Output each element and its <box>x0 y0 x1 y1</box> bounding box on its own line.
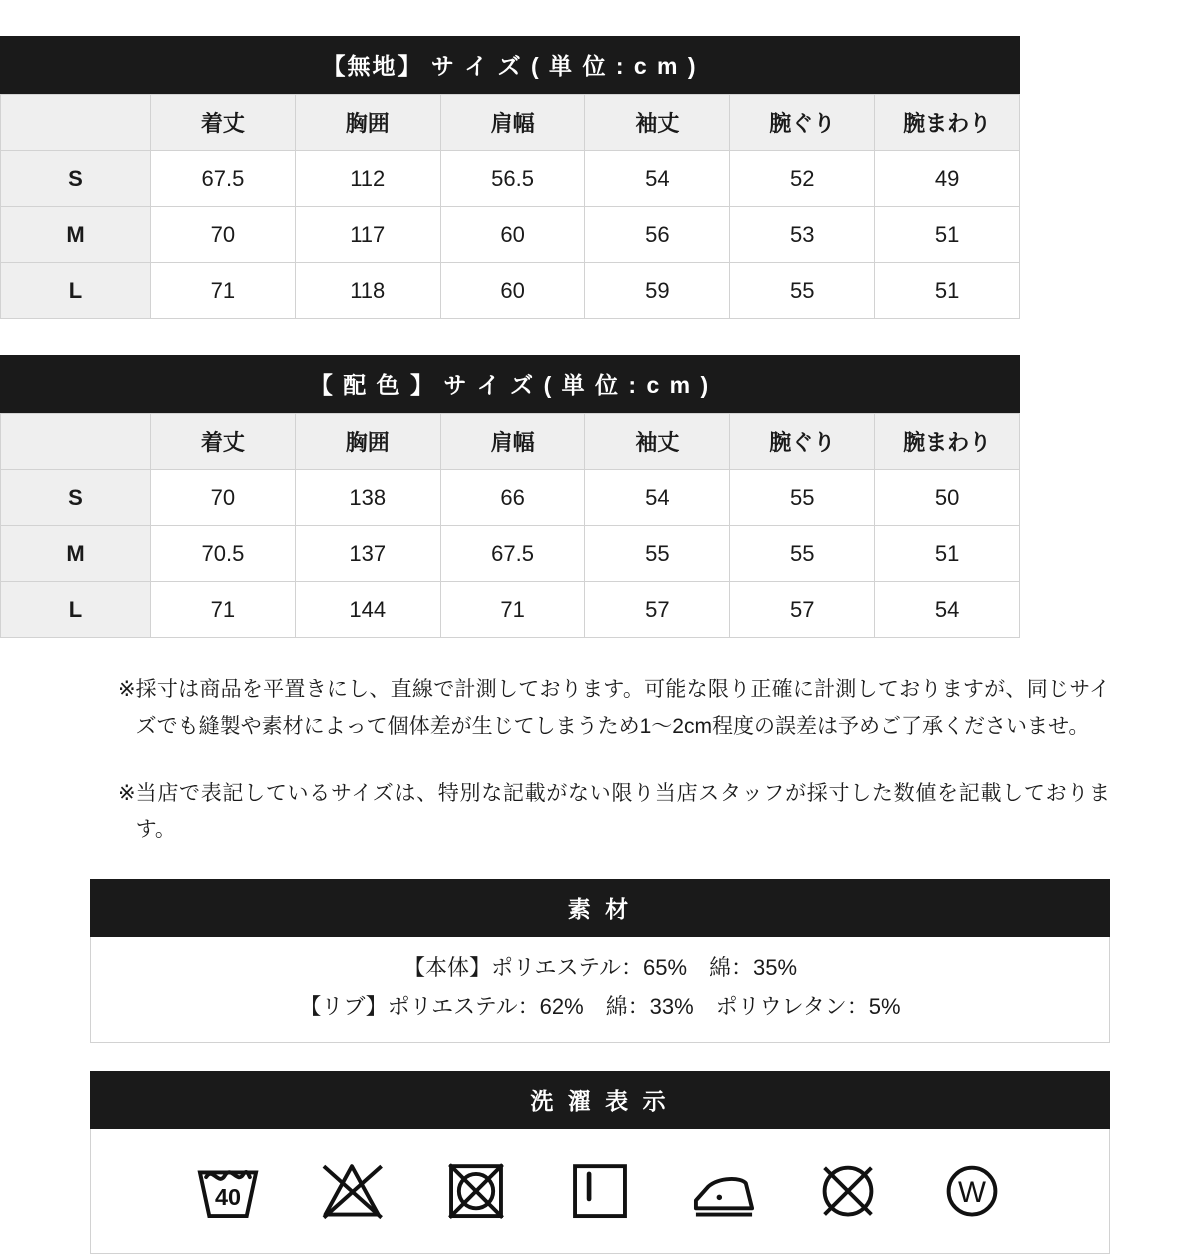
size-table-plain-title: 【無地】 サ イ ズ ( 単 位 : c m ) <box>0 36 1020 94</box>
wash-icon-row <box>90 1129 1110 1254</box>
table-row <box>1 151 1020 207</box>
cell-armhole: 57 <box>730 582 875 638</box>
size-table-colorblock-title: 【 配 色 】 サ イ ズ ( 単 位 : c m ) <box>0 355 1020 413</box>
header-cell-armhole: 腕ぐり <box>730 95 875 151</box>
note-item <box>90 776 1110 850</box>
cell-chest: 117 <box>295 207 440 263</box>
header-cell-chest: 胸囲 <box>295 414 440 470</box>
size-spec-page <box>0 36 1200 1236</box>
table-header-row <box>1 95 1020 151</box>
cell-sleeve: 54 <box>585 151 730 207</box>
header-cell-sleeve: 袖丈 <box>585 95 730 151</box>
cell-shoulder: 71 <box>440 582 585 638</box>
header-cell-length: 着丈 <box>151 95 296 151</box>
cell-shoulder: 67.5 <box>440 526 585 582</box>
cell-armwidth: 49 <box>875 151 1020 207</box>
measurement-notes <box>90 672 1110 849</box>
cell-armwidth: 54 <box>875 582 1020 638</box>
size-table-colorblock-body <box>1 470 1020 638</box>
wash-temperature-label: 40 <box>214 1184 242 1211</box>
note-item <box>90 672 1110 746</box>
cell-shoulder: 56.5 <box>440 151 585 207</box>
note-mark: ※ <box>118 678 136 701</box>
size-table-plain-body <box>1 151 1020 319</box>
cell-chest: 144 <box>295 582 440 638</box>
size-table-colorblock <box>0 355 1020 638</box>
note-text: 採寸は商品を平置きにし、直線で計測しております。可能な限り正確に計測しておりますが、同じサイズでも縫製や素材によって個体差が生じてしまうため1〜2cm程度の誤差は予めご了承くださいませ。 <box>135 678 1110 738</box>
cell-armwidth: 50 <box>875 470 1020 526</box>
cell-chest: 138 <box>295 470 440 526</box>
cell-armhole: 55 <box>730 526 875 582</box>
no-bleach-icon <box>310 1149 394 1227</box>
cell-sleeve: 56 <box>585 207 730 263</box>
table-row <box>1 582 1020 638</box>
row-size-label: M <box>1 207 151 263</box>
material-body <box>90 937 1110 1043</box>
cell-chest: 137 <box>295 526 440 582</box>
header-cell-shoulder: 肩幅 <box>440 95 585 151</box>
header-cell-corner <box>1 414 151 470</box>
cell-shoulder: 66 <box>440 470 585 526</box>
cell-length: 70 <box>151 470 296 526</box>
cell-length: 70 <box>151 207 296 263</box>
cell-armwidth: 51 <box>875 526 1020 582</box>
row-size-label: S <box>1 470 151 526</box>
cell-armwidth: 51 <box>875 263 1020 319</box>
cell-armhole: 55 <box>730 470 875 526</box>
cell-length: 71 <box>151 582 296 638</box>
material-line-rib: 【リブ】ポリエステル：62% 綿：33% ポリウレタン：5% <box>299 993 901 1019</box>
table-row <box>1 526 1020 582</box>
material-title: 素 材 <box>90 879 1110 937</box>
cell-length: 71 <box>151 263 296 319</box>
table-header-row <box>1 414 1020 470</box>
size-table-plain <box>0 36 1020 319</box>
note-mark: ※ <box>118 781 136 805</box>
wet-clean-w-icon <box>930 1149 1014 1227</box>
header-cell-length: 着丈 <box>151 414 296 470</box>
note-text: 当店で表記しているサイズは、特別な記載がない限り当店スタッフが採寸した数値を記載しております。 <box>135 781 1110 842</box>
row-size-label: L <box>1 582 151 638</box>
header-cell-armhole: 腕ぐり <box>730 414 875 470</box>
header-cell-chest: 胸囲 <box>295 95 440 151</box>
header-cell-armwidth: 腕まわり <box>875 95 1020 151</box>
row-size-label: M <box>1 526 151 582</box>
header-cell-corner <box>1 95 151 151</box>
cell-length: 67.5 <box>151 151 296 207</box>
wash-40-icon <box>186 1149 270 1227</box>
wet-clean-letter: W <box>958 1176 986 1210</box>
no-tumble-dry-icon <box>434 1149 518 1227</box>
table-row <box>1 207 1020 263</box>
cell-sleeve: 55 <box>585 526 730 582</box>
drip-dry-hang-icon <box>558 1149 642 1227</box>
cell-shoulder: 60 <box>440 263 585 319</box>
cell-shoulder: 60 <box>440 207 585 263</box>
iron-low-icon <box>682 1149 766 1227</box>
cell-chest: 118 <box>295 263 440 319</box>
cell-armhole: 52 <box>730 151 875 207</box>
material-block <box>90 879 1110 1043</box>
material-line-shell: 【本体】ポリエステル：65% 綿：35% <box>402 955 798 980</box>
row-size-label: S <box>1 151 151 207</box>
cell-length: 70.5 <box>151 526 296 582</box>
row-size-label: L <box>1 263 151 319</box>
table-row <box>1 470 1020 526</box>
header-cell-sleeve: 袖丈 <box>585 414 730 470</box>
cell-armwidth: 51 <box>875 207 1020 263</box>
wash-title: 洗 濯 表 示 <box>90 1071 1110 1129</box>
table-row <box>1 263 1020 319</box>
size-table-plain-head <box>1 95 1020 151</box>
no-dry-clean-icon <box>806 1149 890 1227</box>
wash-block <box>90 1071 1110 1254</box>
size-table-colorblock-head <box>1 414 1020 470</box>
cell-sleeve: 54 <box>585 470 730 526</box>
cell-armhole: 55 <box>730 263 875 319</box>
cell-armhole: 53 <box>730 207 875 263</box>
header-cell-shoulder: 肩幅 <box>440 414 585 470</box>
cell-chest: 112 <box>295 151 440 207</box>
header-cell-armwidth: 腕まわり <box>875 414 1020 470</box>
cell-sleeve: 59 <box>585 263 730 319</box>
cell-sleeve: 57 <box>585 582 730 638</box>
